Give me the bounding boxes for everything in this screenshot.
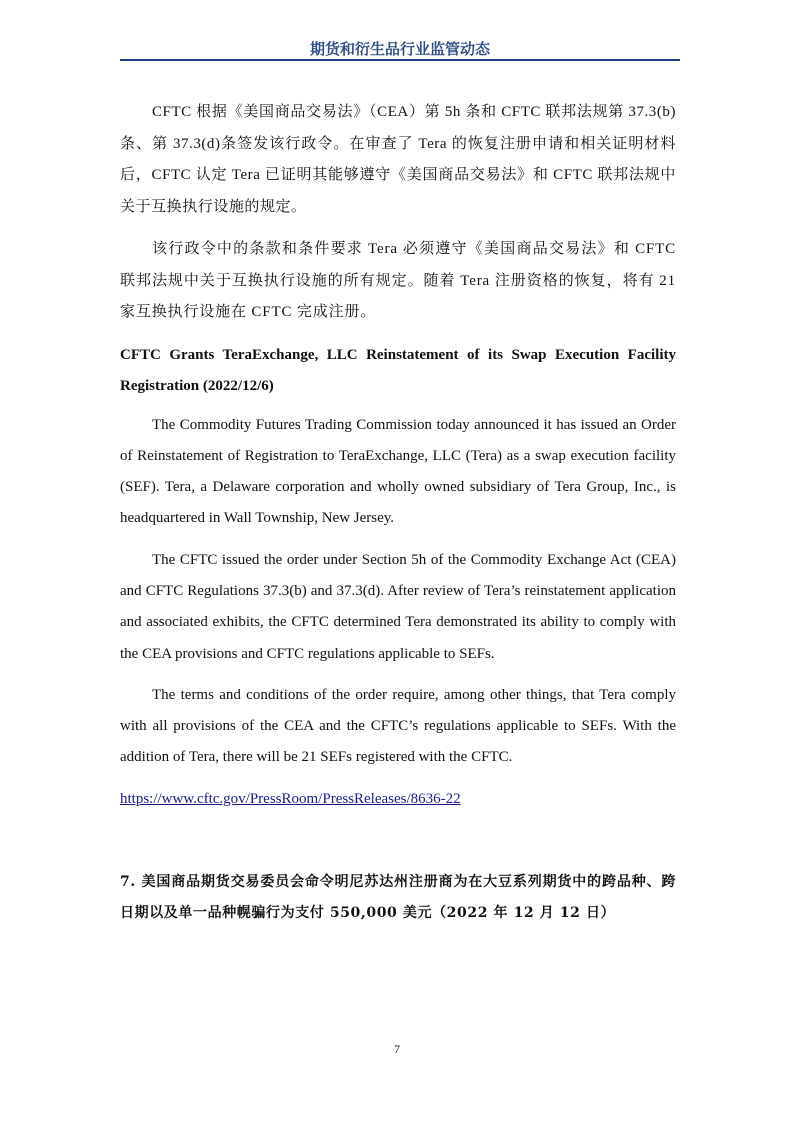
english-paragraph-3: The terms and conditions of the order require, among other things, that Tera comply with all provisions of the CEA and the CFTC’s regulations applicable to SEFs. With the addition of Tera, there will be 21 SEFs registered with the CFTC.	[120, 686, 676, 766]
page-number: 7	[394, 1042, 400, 1056]
chinese-paragraph-1: CFTC 根据《美国商品交易法》（CEA）第 5h 条和 CFTC 联邦法规第 37.3(b) 条、第 37.3(d)条签发该行政令。在审查了 Tera 的恢复注册申请和相关证明材料后，CFTC 认定 Tera 已证明其能够遵守《美国商品交易法》和 CFTC 联邦法规中关于互换执行设施的规定。	[120, 104, 676, 215]
english-article-title: CFTC Grants TeraExchange, LLC Reinstatement of its Swap Execution Facility Registration (2022/12/6)	[120, 346, 676, 394]
chinese-paragraph-2: 该行政令中的条款和条件要求 Tera 必须遵守《美国商品交易法》和 CFTC 联邦法规中关于互换执行设施的所有规定。随着 Tera 注册资格的恢复，将有 21 家互换执行设施在 CFTC 完成注册。	[120, 241, 676, 320]
page-content	[120, 97, 676, 929]
section-7-heading: 7. 美国商品期货交易委员会命令明尼苏达州注册商为在大豆系列期货中的跨品种、跨日期以及单一品种幌骗行为支付 550,000 美元（2022 年 12 月 12 日）	[120, 873, 676, 921]
source-link[interactable]: https://www.cftc.gov/PressRoom/PressReleases/8636-22	[120, 790, 461, 807]
english-paragraph-2: The CFTC issued the order under Section 5h of the Commodity Exchange Act (CEA) and CFTC Regulations 37.3(b) and 37.3(d). After review of Tera’s reinstatement application and associated exhibits, the CFTC determined Tera demonstrated its ability to comply with the CEA provisions and CFTC regulations applicable to SEFs.	[120, 551, 676, 662]
running-header-title: 期货和衍生品行业监管动态	[309, 40, 490, 58]
source-link-row	[120, 784, 676, 815]
header-divider	[120, 59, 680, 61]
english-paragraph-1: The Commodity Futures Trading Commission today announced it has issued an Order of Reinstatement of Registration to TeraExchange, LLC (Tera) as a swap execution facility (SEF). Tera, a Delaware corporation and wholly owned subsidiary of Tera Group, Inc., is headquartered in Wall Township, New Jersey.	[120, 416, 676, 527]
